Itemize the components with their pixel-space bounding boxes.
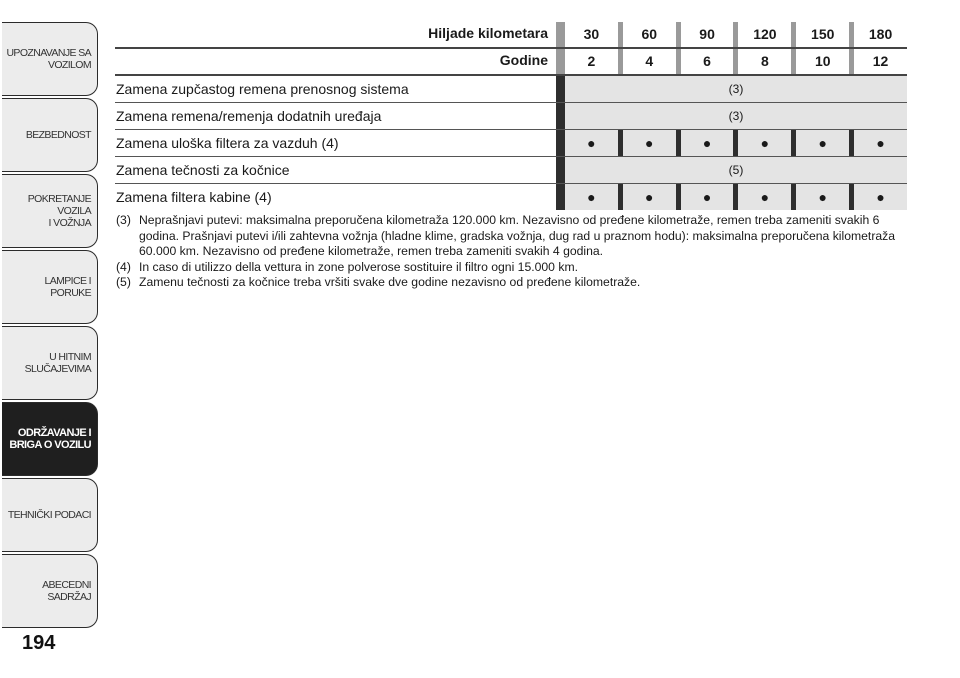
footnote-number: (3) (116, 213, 131, 227)
km-value: 60 (618, 22, 676, 47)
tab-odrzavanje-active[interactable]: ODRŽAVANJE I BRIGA O VOZILU (2, 402, 98, 476)
page-number: 194 (22, 632, 56, 654)
footnotes (116, 213, 906, 291)
footnote-number: (4) (116, 259, 131, 274)
km-value: 30 (583, 26, 600, 42)
years-header-label: Godine (499, 52, 548, 68)
year-value: 10 (791, 49, 849, 74)
tab-tehnicki-podaci[interactable]: TEHNIČKI PODACI (2, 478, 98, 552)
bullet-cell: ● (733, 130, 791, 156)
tab-abecedni-sadrzaj[interactable]: ABECEDNI SADRŽAJ (2, 554, 98, 628)
tab-bezbednost[interactable]: BEZBEDNOST (2, 98, 98, 172)
year-value: 6 (676, 49, 734, 74)
table-row (115, 157, 907, 184)
km-header-label: Hiljade kilometara (428, 25, 548, 41)
row-divider (556, 157, 565, 183)
bullet-cell: ● (733, 184, 791, 210)
footnote (116, 213, 906, 260)
km-value: 180 (849, 22, 907, 47)
header-divider (556, 22, 565, 47)
bullet-cell: ● (618, 130, 676, 156)
row-divider (556, 184, 565, 210)
header-divider (556, 49, 565, 74)
tab-pokretanje-vozila[interactable]: POKRETANJE VOZILA I VOŽNJA (2, 174, 98, 248)
table-row (115, 130, 907, 157)
km-value: 90 (676, 22, 734, 47)
table-row (115, 184, 907, 210)
km-value: 120 (733, 22, 791, 47)
tab-u-hitnim-slucajevima[interactable]: U HITNIM SLUČAJEVIMA (2, 326, 98, 400)
row-label: Zamena tečnosti za kočnice (116, 162, 290, 178)
footnote-text: Neprašnjavi putevi: maksimalna preporučena kilometraža 120.000 km. Nezavisno od pređene kilometraže, remen treba zameniti svakih 6 godina. Prašnjavi putevi i/ili zahtevna vožnja (hladne klime, gradska vožnja, dug rad u praznom hodu): maksimalna preporučena kilometraža 60.000 km. Nezavisno od pređene kilometraže, remen treba zameniti svakih 4 godina. (139, 213, 896, 258)
footnote-text: In caso di utilizzo della vettura in zone polverose sostituire il filtro ogni 15.000 km. (139, 259, 578, 274)
bullet-cell: ● (791, 184, 849, 210)
maintenance-table (115, 22, 907, 210)
year-value: 2 (587, 53, 596, 69)
row-label: Zamena zupčastog remena prenosnog sistema (116, 81, 409, 97)
table-row (115, 103, 907, 130)
row-divider (556, 76, 565, 102)
tab-upoznavanje-sa-vozilom[interactable]: UPOZNAVANJE SA VOZILOM (2, 22, 98, 96)
row-divider (556, 103, 565, 129)
km-value: 150 (791, 22, 849, 47)
bullet-cell: ● (618, 184, 676, 210)
row-label: Zamena uloška filtera za vazduh (4) (116, 135, 339, 151)
merged-note-cell: (3) (565, 103, 907, 129)
row-label: Zamena filtera kabine (4) (116, 189, 272, 205)
tab-lampice-i-poruke[interactable]: LAMPICE I PORUKE (2, 250, 98, 324)
merged-note-cell: (5) (565, 157, 907, 183)
bullet-cell: ● (565, 130, 618, 156)
row-label: Zamena remena/remenja dodatnih uređaja (116, 108, 382, 124)
km-header-row (115, 22, 907, 49)
merged-note-cell: (3) (565, 76, 907, 102)
footnote (116, 260, 906, 276)
bullet-cell: ● (849, 130, 907, 156)
row-divider (556, 130, 565, 156)
bullet-cell: ● (676, 130, 734, 156)
footnote (116, 275, 906, 291)
year-value: 12 (849, 49, 907, 74)
footnote-text: Zamenu tečnosti za kočnice treba vršiti svake dve godine nezavisno od pređene kilometraže. (139, 275, 641, 289)
bullet-cell: ● (676, 184, 734, 210)
table-row (115, 76, 907, 103)
footnote-number: (5) (116, 275, 131, 289)
years-header-row (115, 49, 907, 76)
bullet-cell: ● (791, 130, 849, 156)
year-value: 8 (733, 49, 791, 74)
year-value: 4 (618, 49, 676, 74)
bullet-cell: ● (849, 184, 907, 210)
bullet-cell: ● (565, 184, 618, 210)
